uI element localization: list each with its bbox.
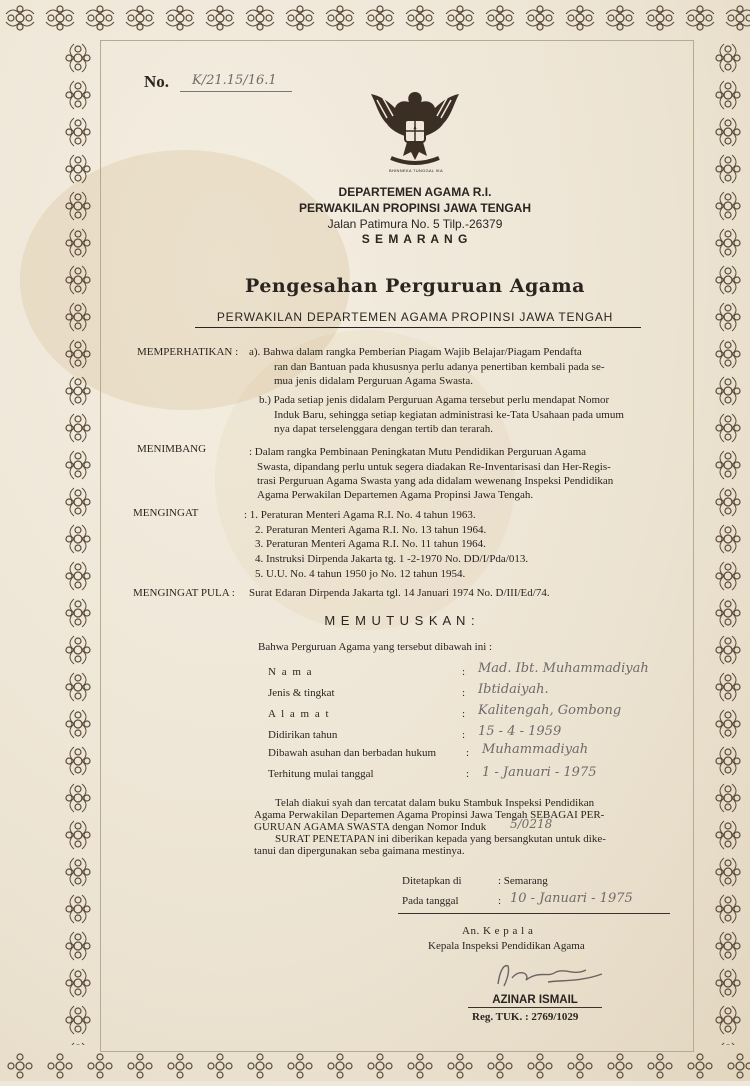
mengingat-label: MENGINGAT: [133, 507, 199, 519]
memutuskan-heading: M E M U T U S K A N :: [324, 613, 476, 628]
memperhatikan-a-line: a). Bahwa dalam rangka Pemberian Piagam Wajib Belajar/Piagam Pendafta: [249, 346, 582, 358]
field-value-didirikan: 15 - 4 - 1959: [478, 724, 562, 739]
menimbang-label: MENIMBANG: [137, 443, 207, 455]
field-value-alamat: Kalitengah, Gombong: [478, 703, 622, 718]
pada-tanggal-value: 10 - Januari - 1975: [510, 891, 633, 906]
signatory-reg: Reg. TUK. : 2769/1029: [472, 1011, 579, 1023]
garuda-emblem-icon: [367, 82, 463, 174]
closing-line: SURAT PENETAPAN ini diberikan kepada yang bersangkutan untuk dike-: [275, 833, 606, 845]
closing-line: Telah diakui syah dan tercatat dalam buku Stambuk Inspeksi Pendidikan: [275, 797, 595, 809]
memperhatikan-b-line: b.) Pada setiap jenis didalam Perguruan Agama tersebut perlu mendapat Nomor: [259, 394, 610, 406]
field-label-jenis: Jenis & tingkat: [268, 687, 335, 699]
number-underline: [180, 91, 292, 92]
field-label-didirikan: Didirikan tahun: [268, 729, 338, 741]
number-label: No.: [144, 72, 170, 91]
field-label-asuhan: Dibawah asuhan dan berbadan hukum: [268, 747, 437, 759]
ditetapkan-value: : Semarang: [498, 875, 548, 887]
header-line2: PERWAKILAN PROPINSI JAWA TENGAH: [298, 201, 532, 215]
closing-line: tanui dan dipergunakan seba gaimana mestinya.: [254, 845, 465, 857]
mengingat-item: 2. Peraturan Menteri Agama R.I. No. 13 tahun 1964.: [255, 524, 487, 536]
field-label-terhitung: Terhitung mulai tanggal: [268, 768, 374, 780]
signatory-an: An. K e p a l a: [462, 925, 534, 937]
mengingat-item: 3. Peraturan Menteri Agama R.I. No. 11 tahun 1964.: [255, 538, 486, 550]
signature-underline: [468, 1007, 602, 1008]
pada-tanggal-label: Pada tanggal: [402, 895, 459, 907]
mengingat-pula-text: Surat Edaran Dirpenda Jakarta tgl. 14 Januari 1974 No. D/III/Ed/74.: [249, 587, 550, 599]
menimbang-line: Agama Perwakilan Departemen Agama Propinsi Jawa Tengah.: [257, 489, 534, 501]
memperhatikan-label: MEMPERHATIKAN :: [137, 346, 239, 358]
header-line4: S E M A R A N G: [361, 232, 469, 246]
document-title: Pengesahan Perguruan Agama: [245, 275, 585, 297]
field-value-jenis: Ibtidaiyah.: [478, 682, 549, 697]
memperhatikan-b-line: Induk Baru, sehingga setiap kegiatan administrasi ke-Tata Usahaan pada umum: [274, 409, 624, 421]
menimbang-line: Swasta, dipandang perlu untuk segera diadakan Re-Inventarisasi dan Her-Regis-: [257, 461, 611, 473]
memperhatikan-a-line: mua jenis didalam Perguruan Agama Swasta.: [274, 375, 473, 387]
document-subtitle: PERWAKILAN DEPARTEMEN AGAMA PROPINSI JAWA TENGAH: [216, 310, 614, 324]
header-line3: Jalan Patimura No. 5 Tilp.-26379: [327, 217, 503, 231]
menimbang-line: : Dalam rangka Pembinaan Peningkatan Mutu Pendidikan Perguruan Agama: [249, 446, 587, 458]
nomor-induk-value: 5/0218: [510, 817, 553, 831]
mengingat-item: 5. U.U. No. 4 tahun 1950 jo No. 12 tahun 1954.: [255, 568, 466, 580]
field-value-terhitung: 1 - Januari - 1975: [482, 765, 597, 780]
signatory-name: AZINAR ISMAIL: [492, 994, 578, 1006]
emblem-motto: BHINNEKA TUNGGAL IKA: [388, 168, 443, 173]
border-right: [705, 0, 750, 1081]
memperhatikan-a-line: ran dan Bantuan pada khususnya perlu adanya penertiban kembali pada se-: [274, 361, 605, 373]
border-top: [0, 0, 750, 36]
intro-text: Bahwa Perguruan Agama yang tersebut dibawah ini :: [258, 641, 493, 653]
subtitle-underline: [195, 327, 641, 328]
mengingat-item: 4. Instruksi Dirpenda Jakarta tg. 1 -2-1970 No. DD/I/Pda/013.: [255, 553, 529, 565]
closing-line: Agama Perwakilan Departemen Agama Propinsi Jawa Tengah SEBAGAI PER-: [254, 809, 605, 821]
ditetapkan-label: Ditetapkan di: [402, 875, 462, 887]
number-value: K/21.15/16.1: [192, 73, 277, 88]
signatory-office: Kepala Inspeksi Pendidikan Agama: [428, 940, 585, 952]
closing-line: GURUAN AGAMA SWASTA dengan Nomor Induk: [254, 821, 487, 833]
certificate-paper: No. K/21.15/16.1 BHINNEKA TUNGGAL IKA DEPARTEMEN AGAMA R.I. PERWAKILAN PROPINSI JAWA TENGAH Jalan Patimura No. 5 Tilp.-26379 S E M A R A N G Pengesahan Perguruan Agama PERWAKILAN DEPARTEMEN AGAMA PROPINSI JAWA TENGAH MEMPERHATIKAN : a). Bahwa dalam rangka Pemberian Piagam Wajib Belajar/Piagam Pendafta ran dan Bantuan pada khususnya perlu adanya penertiban kembali pada se- mua jenis didalam Perguruan Agama Swasta. b.) Pada setiap jenis didalam Perguruan Agama tersebut perlu mendapat Nomor Induk Baru, sehingga setiap kegiatan administrasi ke-Tata Usahaan pada umum nya dapat terselenggara dengan tertib dan terarah. MENIMBANG : Dalam rangka Pembinaan Peningkatan Mutu Pendidikan Perguruan Agama Swasta, dipandang perlu untuk segera diadakan Re-Inventarisasi dan Her-Regis- trasi Perguruan Agama Swasta yang ada didalam wewenang Inspeksi Pendidikan Agama Perwakilan Departemen Agama Propinsi Jawa Tengah. MENGINGAT : 1. Peraturan Menteri Agama R.I. No. 4 tahun 1963. 2. Peraturan Menteri Agama R.I. No. 13 tahun 1964. 3. Peraturan Menteri Agama R.I. No. 11 tahun 1964. 4. Instruksi Dirpenda Jakarta tg. 1 -2-1970 No. DD/I/Pda/013. 5. U.U. No. 4 tahun 1950 jo No. 12 tahun 1954. MENGINGAT PULA : Surat Edaran Dirpenda Jakarta tgl. 14 Januari 1974 No. D/III/Ed/74. M E M U T U S K A N : Bahwa Perguruan Agama yang tersebut dibawah ini : N a m a : Mad. Ibt. Muhammadiyah Jenis & tingkat : Ibtidaiyah. A l a m a t : Kalitengah, Gombong Didirikan tahun : 15 - 4 - 1959 Dibawah asuhan dan berbadan hukum : Muhammadiyah Terhitung mulai tanggal : 1 - Januari - 1975 Telah diakui syah dan tercatat dalam buku Stambuk Inspeksi Pendidikan Agama Perwakilan Departemen Agama Propinsi Jawa Tengah SEBAGAI PER- GURUAN AGAMA SWASTA dengan Nomor Induk 5/0218 SURAT PENETAPAN ini diberikan kepada yang bersangkutan untuk dike- tanui dan dipergunakan seba gaimana mestinya. Ditetapkan di : Semarang Pada tanggal : 10 - Januari - 1975 An. K e p a l a Kepala Inspeksi Pendidikan Agama AZINAR ISMAIL Reg. TUK. : 2769/1029: [0, 0, 750, 1081]
mengingat-item: : 1. Peraturan Menteri Agama R.I. No. 4 tahun 1963.: [244, 509, 476, 521]
field-value-nama: Mad. Ibt. Muhammadiyah: [478, 661, 649, 676]
memperhatikan-b-line: nya dapat terselenggara dengan tertib dan terarah.: [274, 423, 493, 435]
field-value-asuhan: Muhammadiyah: [482, 742, 589, 757]
field-label-nama: N a m a: [268, 666, 314, 678]
border-left: [55, 0, 101, 1081]
menimbang-line: trasi Perguruan Agama Swasta yang ada didalam wewenang Inspeksi Pendidikan: [257, 475, 614, 487]
header-line1: DEPARTEMEN AGAMA R.I.: [338, 185, 492, 199]
date-divider: [398, 913, 670, 914]
signature-icon: [490, 958, 620, 992]
field-label-alamat: A l a m a t: [268, 708, 331, 720]
mengingat-pula-label: MENGINGAT PULA :: [133, 587, 235, 599]
